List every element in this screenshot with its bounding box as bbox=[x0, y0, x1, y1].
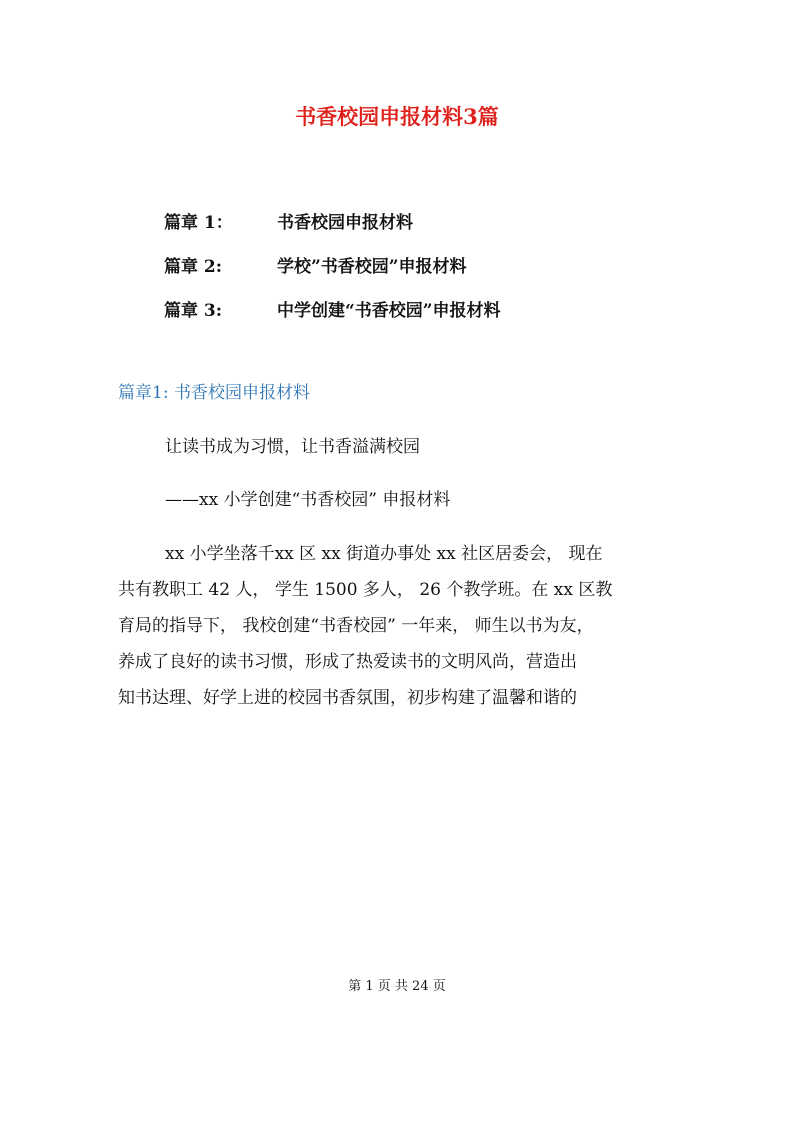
body-paragraph bbox=[118, 536, 683, 716]
body-line: 育局的指导下， 我校创建“书香校园” 一年来， 师生以书为友， bbox=[118, 616, 594, 636]
page-footer: 第 1 页 共 24 页 bbox=[348, 979, 446, 994]
toc-item-text: 书香校园申报材料 bbox=[277, 212, 413, 233]
page-title: 书香校园申报材料3篇 bbox=[295, 104, 499, 129]
toc-item-label: 篇章 2: bbox=[164, 256, 223, 277]
section-subtitle: 让读书成为习惯，让书香溢满校园 bbox=[165, 437, 420, 457]
toc-item-label: 篇章 3: bbox=[164, 300, 223, 321]
body-line: 共有教职工 42 人， 学生 1500 多人， 26 个教学班。在 xx 区教 bbox=[118, 580, 613, 600]
toc-item-1 bbox=[164, 198, 724, 242]
body-line: 养成了良好的读书习惯，形成了热爱读书的文明风尚，营造出 bbox=[118, 652, 577, 672]
toc-item-label: 篇章 1： bbox=[164, 212, 233, 233]
section-byline: ——xx 小学创建“书香校园” 申报材料 bbox=[165, 490, 451, 510]
table-of-contents bbox=[164, 198, 724, 330]
body-line: xx 小学坐落千xx 区 xx 街道办事处 xx 社区居委会， 现在 bbox=[165, 544, 603, 564]
toc-item-3 bbox=[164, 286, 724, 330]
chapter-heading: 篇章1: 书香校园申报材料 bbox=[118, 383, 310, 403]
toc-item-text: 学校”书香校园”申报材料 bbox=[277, 256, 467, 277]
toc-item-2 bbox=[164, 242, 724, 286]
body-line: 知书达理、好学上进的校园书香氛围，初步构建了温馨和谐的 bbox=[118, 688, 577, 708]
toc-item-text: 中学创建“书香校园”申报材料 bbox=[277, 300, 501, 321]
